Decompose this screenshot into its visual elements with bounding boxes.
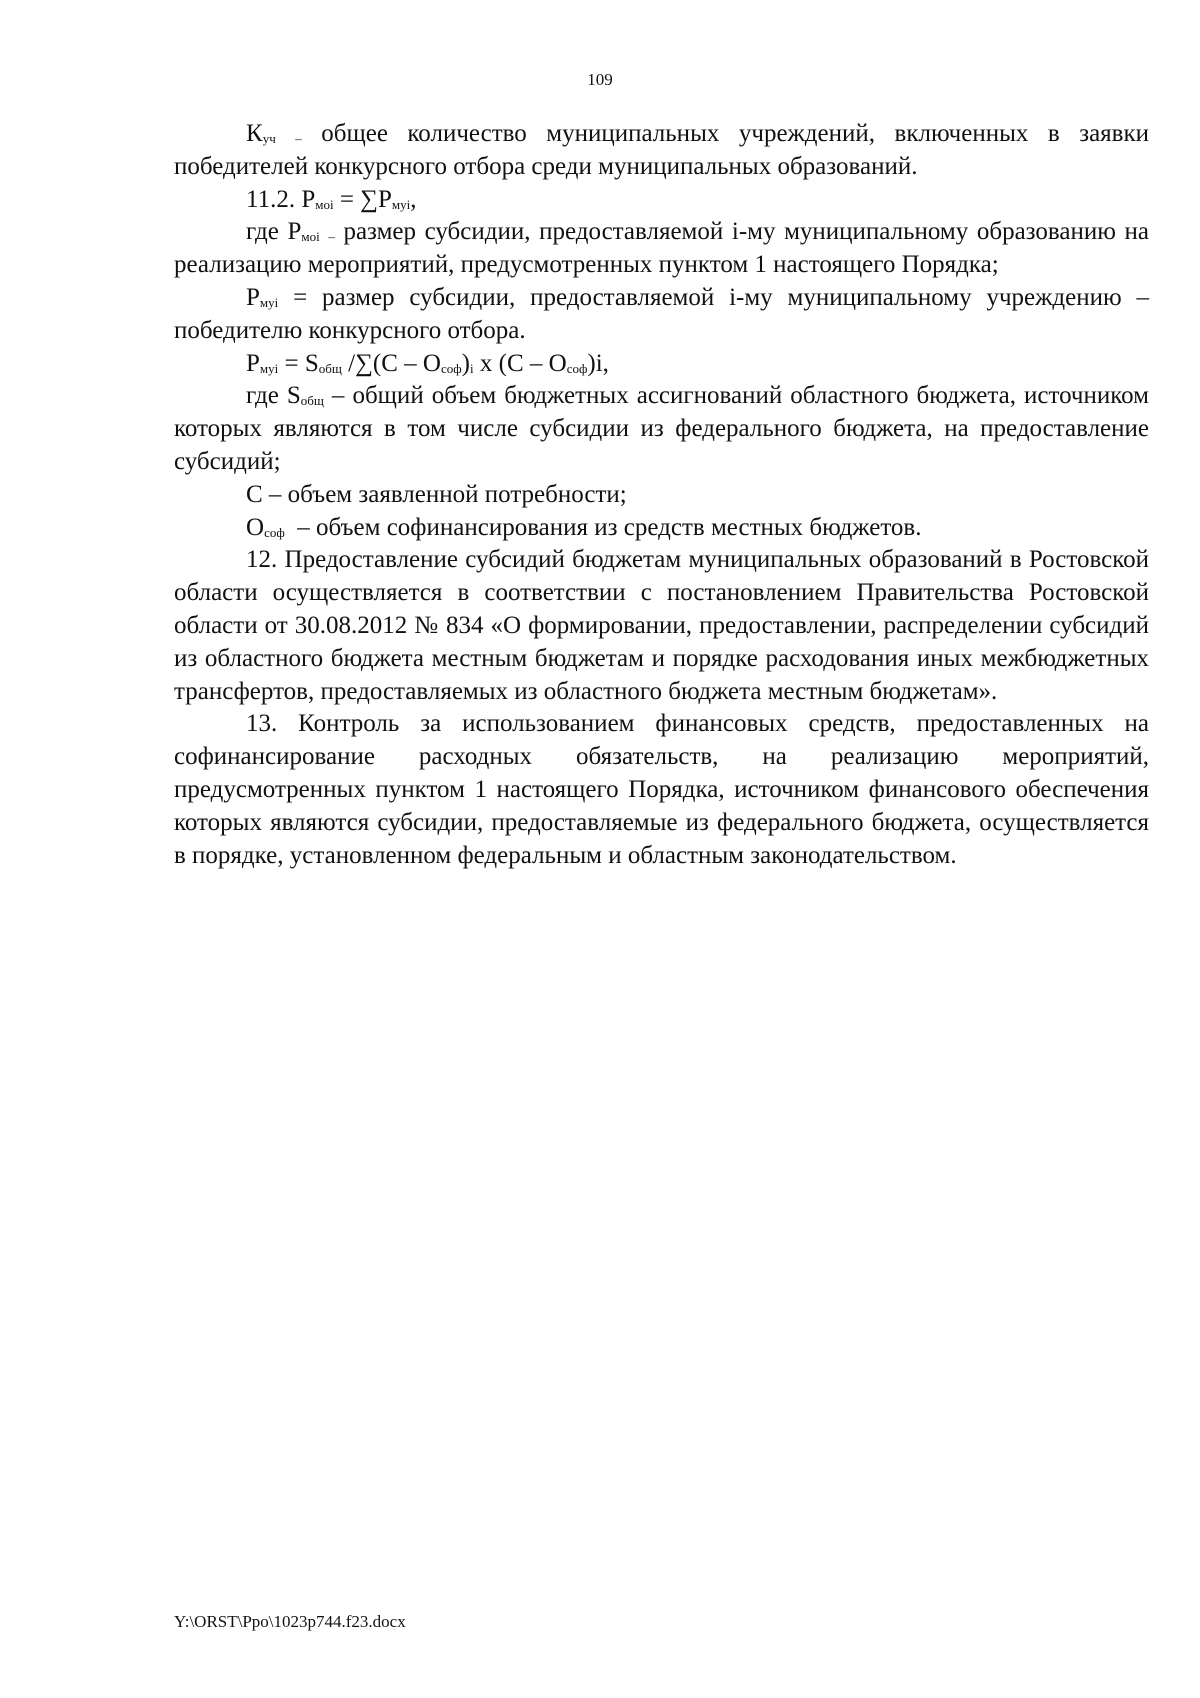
formula-p-myi — [174, 348, 1149, 381]
formula-subscript: муi — [259, 360, 279, 376]
formula-11-2 — [174, 184, 1149, 217]
small-dash: – — [328, 229, 335, 245]
formula-part: = S — [278, 349, 319, 377]
paragraph-c-definition: С – объем заявленной потребности; — [246, 480, 627, 508]
formula-part: = ∑Р — [333, 185, 392, 213]
k-symbol: К — [246, 120, 263, 147]
formula-subscript: соф — [566, 360, 588, 376]
footer-file-path: Y:\ORST\Ppo\1023p744.f23.docx — [174, 1612, 406, 1631]
formula-part: /∑(С – О — [341, 349, 441, 377]
definition-lead: где Р — [246, 218, 302, 246]
paragraph-p-myi-definition — [174, 282, 1149, 348]
definition-lead: О — [246, 513, 265, 541]
small-dash: – — [295, 131, 302, 146]
paragraph-12: 12. Предоставление субсидий бюджетам муниципальных образований в Ростовской области осуществляется в соответствии с постановлением Правительства Ростовской области от 30.08.2012 № 834 «О формировании, предоставлении, распределении субсидий из областного бюджета местным бюджетам и порядке расходования иных межбюджетных трансфертов, предоставляемых из областного бюджета местным бюджетам». — [174, 546, 1149, 705]
definition-lead: где S — [246, 382, 301, 410]
definition-lead: Р — [246, 283, 260, 311]
formula-subscript: муi — [391, 196, 411, 212]
definition-text: – общий объем бюджетных ассигнований областного бюджета, источником которых являются в том числе субсидии из федерального бюджета, на предоставление субсидий; — [174, 382, 1149, 475]
definition-subscript: общ — [300, 393, 324, 409]
formula-part: 11.2. Р — [246, 185, 316, 213]
definition-subscript: моi — [301, 229, 320, 245]
definition-text: размер субсидии, предоставляемой i-му муниципальному образованию на реализацию мероприятий, предусмотренных пунктом 1 настоящего Порядка; — [174, 218, 1149, 279]
page-number: 109 — [587, 70, 613, 89]
formula-subscript: соф — [440, 360, 462, 376]
definition-text: = размер субсидии, предоставляемой i-му муниципальному учреждению – победителю конкурсного отбора. — [174, 283, 1149, 344]
formula-subscript: i — [470, 360, 474, 376]
formula-part: , — [410, 185, 417, 213]
definition-subscript: соф — [264, 524, 285, 540]
paragraph-13: 13. Контроль за использованием финансовых средств, предоставленных на софинансирование расходных обязательств, на реализацию мероприятий, предусмотренных пунктом 1 настоящего Порядка, источником финансового обеспечения которых являются субсидии, предоставляемые из федерального бюджета, осуществляется в порядке, установленном федеральным и областным законодательством. — [174, 710, 1149, 869]
paragraph-o-definition — [174, 512, 1149, 545]
formula-part: )i, — [587, 349, 609, 377]
document-body — [174, 118, 1149, 872]
formula-subscript: моi — [315, 196, 334, 212]
definition-text: – объем софинансирования из средств местных бюджетов. — [284, 513, 922, 541]
definition-subscript: муi — [259, 294, 279, 310]
formula-part: х (С – О — [473, 349, 567, 377]
formula-subscript: общ — [318, 360, 342, 376]
formula-part: Р — [246, 349, 260, 377]
paragraph-s-definition — [174, 380, 1149, 478]
k-definition-text: общее количество муниципальных учреждений, включенных в заявки победителей конкурсного отбора среди муниципальных образований. — [174, 120, 1150, 180]
formula-part: ) — [461, 349, 470, 377]
paragraph-k-definition — [174, 118, 1149, 184]
paragraph-p-moi-definition — [174, 216, 1149, 282]
k-subscript: уч — [262, 131, 276, 146]
